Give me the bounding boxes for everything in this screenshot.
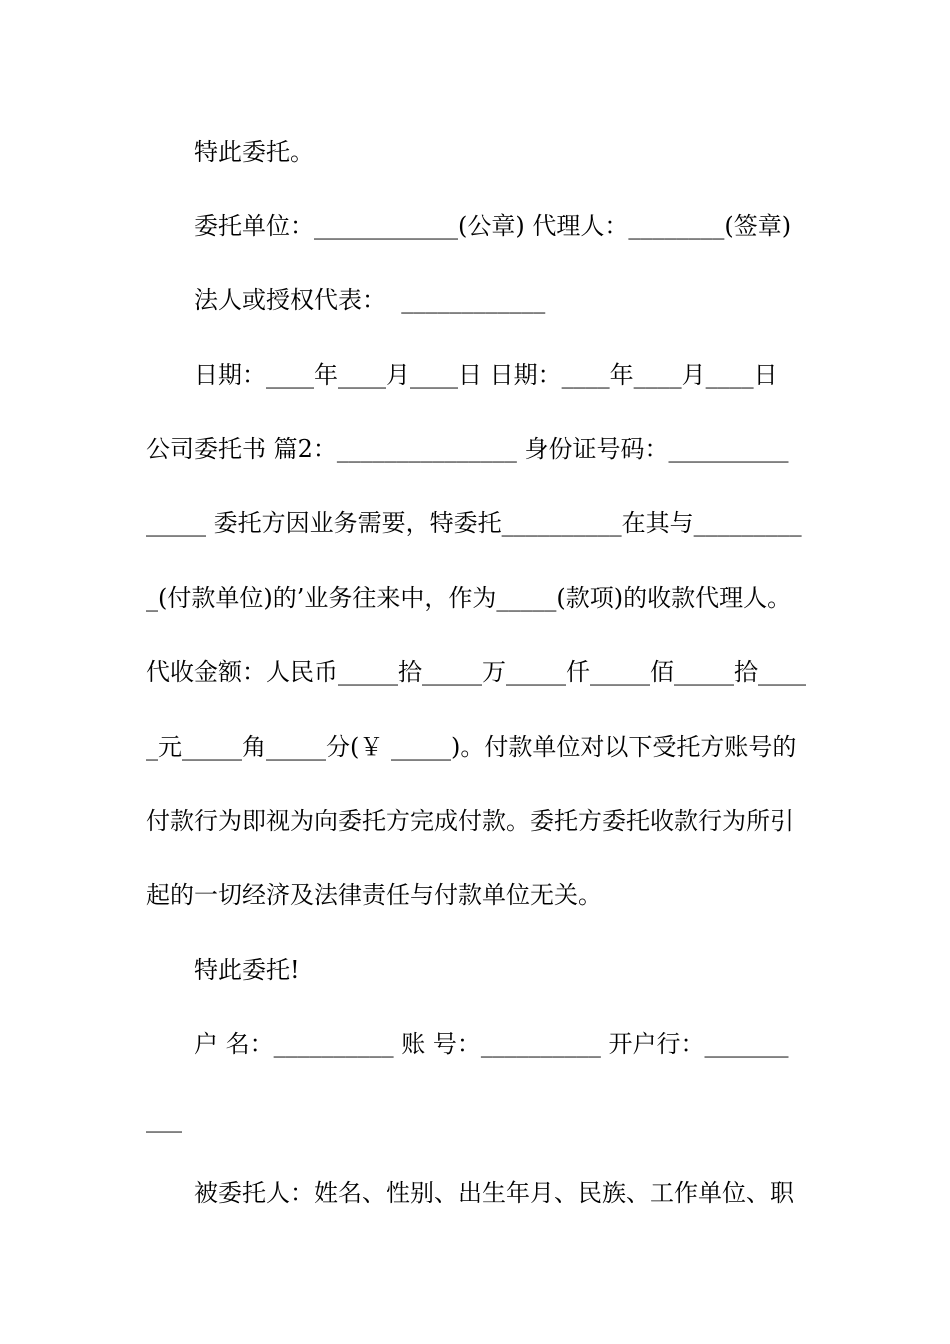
paragraph-line: 被委托人：姓名、性别、出生年月、民族、工作单位、职: [194, 1179, 794, 1207]
paragraph-line: ___: [146, 1105, 182, 1133]
paragraph-line: 公司委托书 篇2：_______________ 身份证号码：__________: [146, 435, 789, 463]
paragraph-line: 委托单位：____________(公章) 代理人：________(签章): [194, 212, 792, 240]
paragraph-line: 户 名：__________ 账 号：__________ 开户行：_______: [194, 1030, 789, 1058]
paragraph-line: _元_____角_____分(￥ _____)。付款单位对以下受托方账号的: [146, 733, 797, 761]
paragraph-line: 起的一切经济及法律责任与付款单位无关。: [146, 881, 602, 909]
paragraph-line: 日期：____年____月____日 日期：____年____月____日: [194, 361, 778, 389]
paragraph-line: _____ 委托方因业务需要，特委托__________在其与_________: [146, 509, 802, 537]
paragraph-line: 付款行为即视为向委托方完成付款。委托方委托收款行为所引: [146, 807, 794, 835]
paragraph-line: _(付款单位)的’业务往来中，作为_____(款项)的收款代理人。: [146, 584, 792, 612]
paragraph-line: 特此委托。: [194, 138, 314, 166]
paragraph-line: 特此委托!: [194, 956, 300, 984]
paragraph-line: 代收金额：人民币_____拾_____万_____仟_____佰_____拾____: [146, 658, 806, 686]
paragraph-line: 法人或授权代表： ____________: [194, 286, 546, 314]
